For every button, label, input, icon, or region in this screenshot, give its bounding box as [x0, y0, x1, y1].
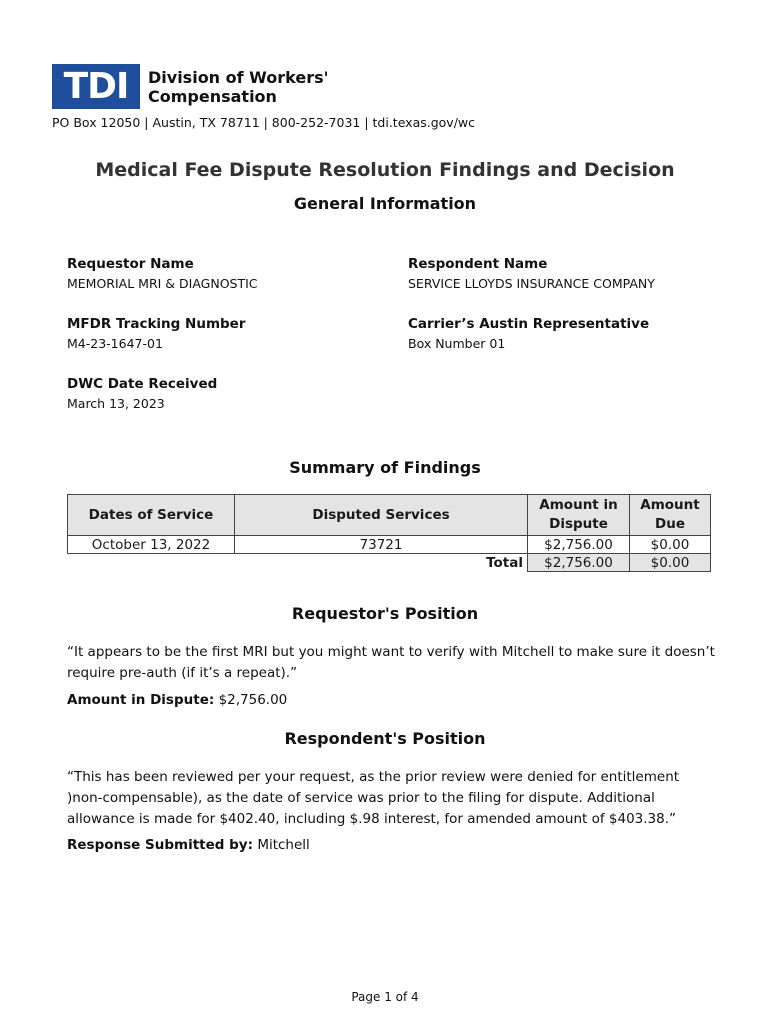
total-amount-cell: $2,756.00: [528, 554, 630, 572]
requestor-position-heading: Requestor's Position: [291, 604, 479, 623]
response-submitted-value: Mitchell: [257, 837, 310, 853]
tracking-number-field: [67, 316, 246, 351]
table-header-row: [68, 495, 711, 536]
respondent-name-value: SERVICE LLOYDS INSURANCE COMPANY: [408, 276, 655, 291]
requestor-position-quote: “It appears to be the first MRI but you might want to verify with Mitchell to make sure it doesn’t require pre-auth (if it’s a repeat).”: [67, 644, 715, 681]
respondent-name-label: Respondent Name: [408, 256, 548, 272]
logo-line-2: Compensation: [148, 86, 277, 106]
carrier-representative-label: Carrier’s Austin Representative: [408, 316, 650, 332]
date-received-value: March 13, 2023: [67, 396, 165, 411]
amount-in-dispute-value: $2,756.00: [218, 692, 288, 708]
amount-due-cell: $0.00: [630, 536, 711, 554]
carrier-representative-field: [408, 316, 649, 351]
total-row: [68, 554, 711, 572]
column-header: Amount in Dispute: [528, 495, 630, 536]
date-received-label: DWC Date Received: [67, 376, 218, 392]
amount-in-dispute-cell: $2,756.00: [528, 536, 630, 554]
date-of-service-cell: October 13, 2022: [68, 536, 235, 554]
logo-division-text: [148, 68, 329, 106]
requestor-name-label: Requestor Name: [67, 256, 194, 272]
summary-of-findings-heading: Summary of Findings: [289, 458, 481, 477]
requestor-name-field: [67, 256, 258, 291]
tracking-number-value: M4-23-1647-01: [67, 336, 163, 351]
amount-in-dispute-label: Amount in Dispute:: [67, 692, 215, 708]
response-submitted-label: Response Submitted by:: [67, 837, 254, 853]
document-title: Medical Fee Dispute Resolution Findings and Decision: [95, 159, 675, 181]
general-information-heading: General Information: [293, 194, 477, 213]
tdi-logo-mark: TDI: [52, 64, 140, 109]
findings-table: [67, 494, 711, 572]
disputed-service-cell: 73721: [235, 536, 528, 554]
column-header: Disputed Services: [235, 495, 528, 536]
column-header: Amount Due: [630, 495, 711, 536]
requestor-amount-line: [67, 692, 287, 708]
carrier-representative-value: Box Number 01: [408, 336, 506, 351]
contact-address: PO Box 12050 | Austin, TX 78711 | 800-252-7031 | tdi.texas.gov/wc: [52, 115, 475, 130]
table-row: [68, 536, 711, 554]
page-number: Page 1 of 4: [351, 990, 419, 1004]
tdi-logo: [52, 64, 329, 109]
total-due-cell: $0.00: [630, 554, 711, 572]
date-received-field: [67, 376, 217, 411]
tracking-number-label: MFDR Tracking Number: [67, 316, 246, 332]
total-label: Total: [486, 554, 523, 571]
respondent-position-heading: Respondent's Position: [284, 729, 486, 748]
respondent-position-quote: “This has been reviewed per your request, as the prior review were denied for entitlement )non-compensable), as the date of service was prior to the filing for dispute. Additional allowance is made for $402.40, including $.98 interest, for amended amount of $403.38.”: [67, 769, 680, 827]
column-header: Dates of Service: [68, 495, 235, 536]
response-submitted-line: [67, 837, 310, 853]
respondent-name-field: [408, 256, 655, 291]
logo-line-1: Division of Workers': [148, 67, 329, 87]
requestor-name-value: MEMORIAL MRI & DIAGNOSTIC: [67, 276, 258, 291]
